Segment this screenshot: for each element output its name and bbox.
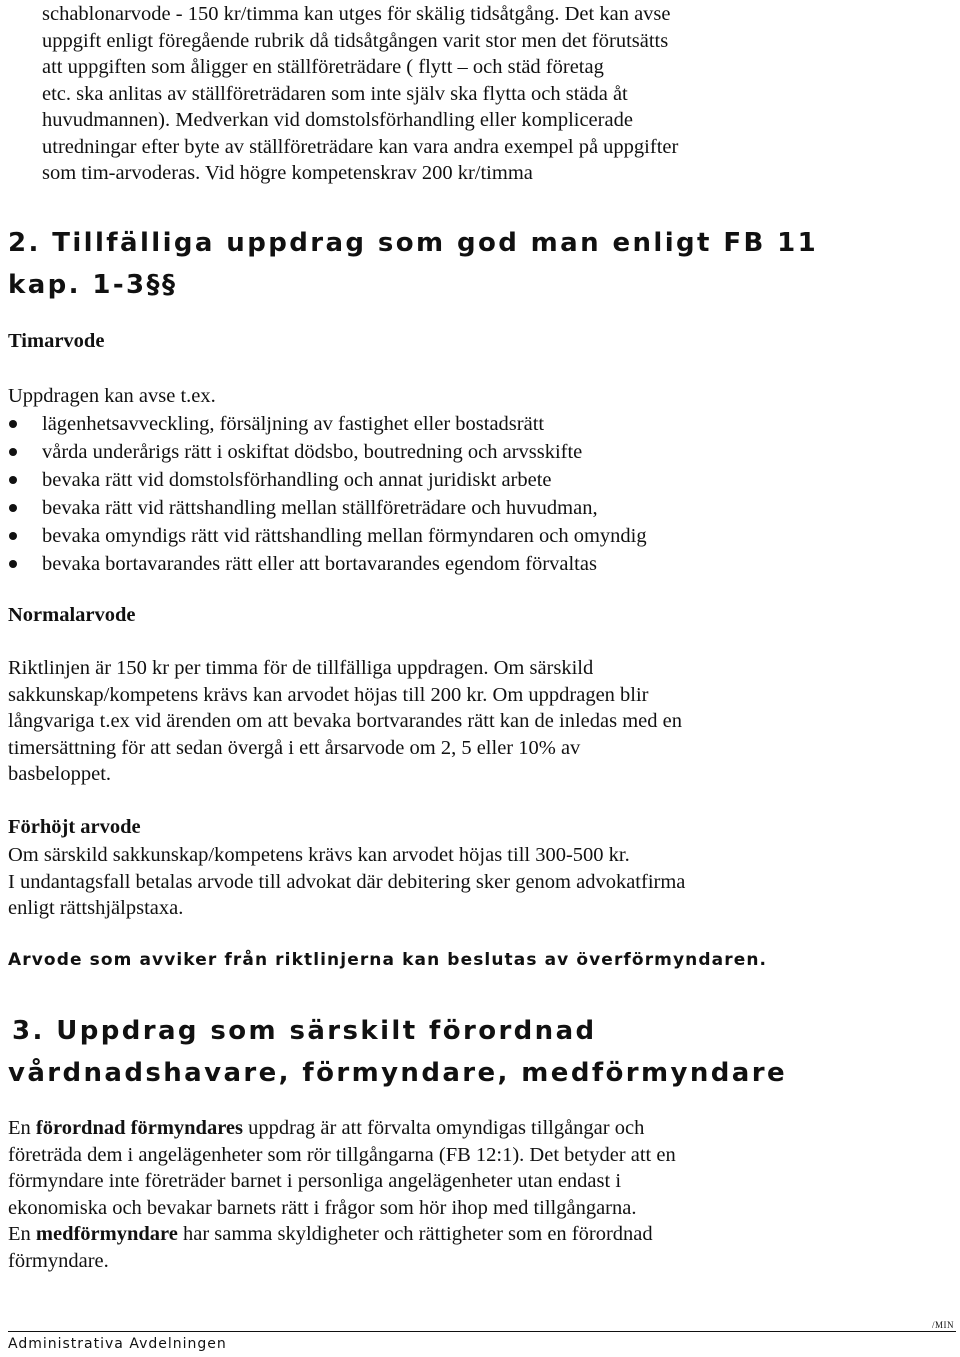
normalarvode-paragraph — [8, 655, 682, 788]
section-3-heading — [8, 1010, 787, 1094]
text-line: förmyndare inte företräder barnet i personliga angelägenheter utan endast i — [8, 1170, 622, 1192]
text-line: timersättning för att sedan övergå i ett årsarvode om 2, 5 eller 10% av — [8, 736, 581, 759]
list-item: bevaka rätt vid rättshandling mellan ställföreträdare och huvudman, — [8, 494, 647, 522]
text-line: I undantagsfall betalas arvode till advokat där debitering sker genom advokatfirma — [8, 870, 686, 893]
list-item: vårda underårigs rätt i oskiftat dödsbo, boutredning och arvsskifte — [8, 438, 647, 466]
timarvode-heading: Timarvode — [8, 330, 105, 352]
text-line: långvariga t.ex vid ärenden om att bevaka bortvarandes rätt kan de inledas med en — [8, 710, 682, 732]
text-line: uppgift enligt föregående rubrik då tidsåtgången varit stor men det förutsätts — [42, 29, 669, 52]
text-line: förmyndare. — [8, 1249, 109, 1272]
footer-initials: /MIN — [932, 1320, 954, 1330]
text-line: sakkunskap/kompetens krävs kan arvodet höjas till 200 kr. Om uppdragen blir — [8, 683, 649, 706]
section-3-paragraph — [8, 1115, 676, 1274]
list-item: bevaka bortavarandes rätt eller att bortavarandes egendom förvaltas — [8, 550, 647, 578]
arvode-note: Arvode som avviker från riktlinjerna kan beslutas av överförmyndaren. — [8, 950, 768, 970]
emphasis: förordnad förmyndares — [35, 1117, 243, 1139]
text-line: enligt rättshjälpstaxa. — [8, 897, 184, 919]
text-line: ekonomiska och bevakar barnets rätt i frågor som hör ihop med tillgångarna. — [8, 1196, 637, 1219]
text-line: Riktlinjen är 150 kr per timma för de tillfälliga uppdragen. Om särskild — [8, 657, 594, 679]
text-line: företräda dem i angelägenheter som rör tillgångarna (FB 12:1). Det betyder att en — [8, 1143, 676, 1166]
text-line: En medförmyndare har samma skyldigheter och rättigheter som en förordnad — [8, 1223, 653, 1245]
list-item: bevaka omyndigs rätt vid rättshandling mellan förmyndaren och omyndig — [8, 522, 647, 550]
normalarvode-heading: Normalarvode — [8, 604, 136, 626]
text-line: att uppgiften som åligger en ställföreträdare ( flytt – och städ företag — [42, 56, 604, 78]
heading-line: 2. Tillfälliga uppdrag som god man enligt FB 11 — [8, 228, 819, 258]
text-line: schablonarvode - 150 kr/timma kan utges för skälig tidsåtgång. Det kan avse — [42, 3, 671, 25]
text-line: En förordnad förmyndares uppdrag är att förvalta omyndigas tillgångar och — [8, 1117, 645, 1139]
heading-line: kap. 1-3§§ — [8, 270, 178, 300]
list-item: bevaka rätt vid domstolsförhandling och annat juridiskt arbete — [8, 466, 647, 494]
example-list — [8, 410, 647, 578]
intro-paragraph — [42, 1, 678, 187]
example-intro: Uppdragen kan avse t.ex. — [8, 385, 216, 407]
heading-line: 3. Uppdrag som särskilt förordnad — [12, 1016, 597, 1046]
footer-divider — [8, 1331, 956, 1332]
bullet-icon — [9, 560, 17, 568]
text-line: basbeloppet. — [8, 763, 112, 785]
bullet-icon — [9, 532, 17, 540]
bullet-icon — [9, 448, 17, 456]
text-line: utredningar efter byte av ställföreträdare kan vara andra exempel på uppgifter — [42, 135, 679, 158]
bullet-icon — [9, 476, 17, 484]
bullet-icon — [9, 420, 17, 428]
forhojt-arvode-heading: Förhöjt arvode — [8, 816, 141, 838]
section-2-heading — [8, 222, 818, 306]
emphasis: medförmyndare — [35, 1223, 178, 1245]
list-item: lägenhetsavveckling, försäljning av fastighet eller bostadsrätt — [8, 410, 647, 438]
text-line: huvudmannen). Medverkan vid domstolsförhandling eller komplicerade — [42, 109, 633, 131]
text-line: etc. ska anlitas av ställföreträdaren som inte själv ska flytta och städa åt — [42, 82, 628, 105]
heading-line: vårdnadshavare, förmyndare, medförmyndare — [8, 1058, 787, 1088]
text-line: som tim-arvoderas. Vid högre kompetenskrav 200 kr/timma — [42, 162, 533, 184]
forhojt-arvode-paragraph — [8, 842, 685, 922]
bullet-icon — [9, 504, 17, 512]
footer-department: Administrativa Avdelningen — [8, 1336, 227, 1352]
text-line: Om särskild sakkunskap/kompetens krävs kan arvodet höjas till 300-500 kr. — [8, 844, 630, 866]
